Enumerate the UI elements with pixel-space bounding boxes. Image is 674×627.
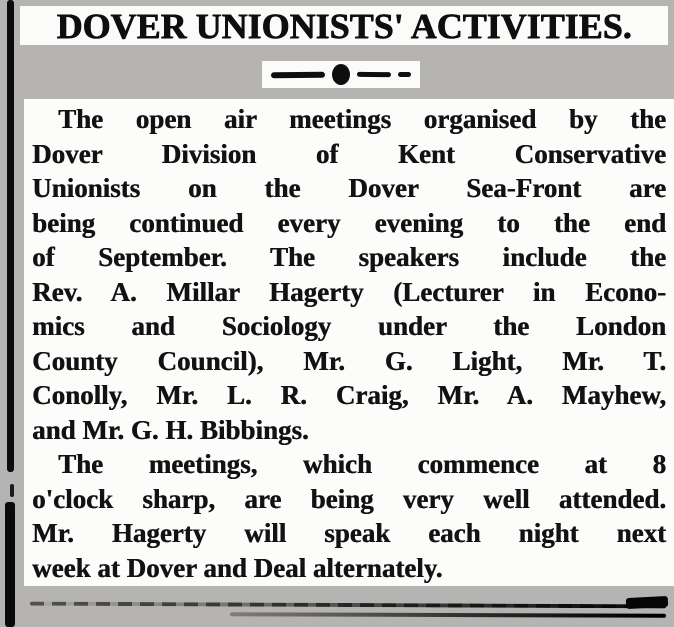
article-line: of September. The speakers include the xyxy=(32,242,666,272)
bottom-rule xyxy=(230,612,666,618)
bottom-rule-ink-blob xyxy=(626,596,669,609)
article-line: mics and Sociology under the London xyxy=(32,311,666,341)
article-line: County Council), Mr. G. Light, Mr. T. xyxy=(32,345,666,376)
article-body xyxy=(24,99,674,586)
article-line: and Mr. G. H. Bibbings. xyxy=(32,414,309,445)
divider-dash-icon xyxy=(398,72,411,77)
left-column-rule-top xyxy=(7,0,14,472)
article-line: o'clock sharp, are being very well attended. xyxy=(32,483,666,514)
article-line: Mr. Hagerty will speak each night next xyxy=(32,518,666,548)
article-line: Unionists on the Dover Sea-Front are xyxy=(32,173,666,203)
article-line: Dover Division of Kent Conservative xyxy=(32,138,666,169)
article-line: The meetings, which commence at 8 xyxy=(58,449,666,479)
article-line: Conolly, Mr. L. R. Craig, Mr. A. Mayhew, xyxy=(32,380,666,410)
article-line: week at Dover and Deal alternately. xyxy=(32,552,443,583)
left-column-rule-dot xyxy=(10,484,14,497)
divider-dash-icon xyxy=(271,71,325,78)
headline-strip xyxy=(20,6,668,45)
divider-bullet-icon xyxy=(332,64,350,85)
divider-dash-icon xyxy=(357,72,391,77)
article-line: being continued every evening to the end xyxy=(32,207,666,238)
bottom-rule xyxy=(30,602,666,609)
article-line: Rev. A. Millar Hagerty (Lecturer in Econo- xyxy=(32,276,666,307)
article-headline: DOVER UNIONISTS' ACTIVITIES. xyxy=(56,6,632,45)
article-line: The open air meetings organised by the xyxy=(58,104,666,134)
ornamental-divider xyxy=(262,61,420,88)
left-column-rule-bottom xyxy=(5,502,15,627)
